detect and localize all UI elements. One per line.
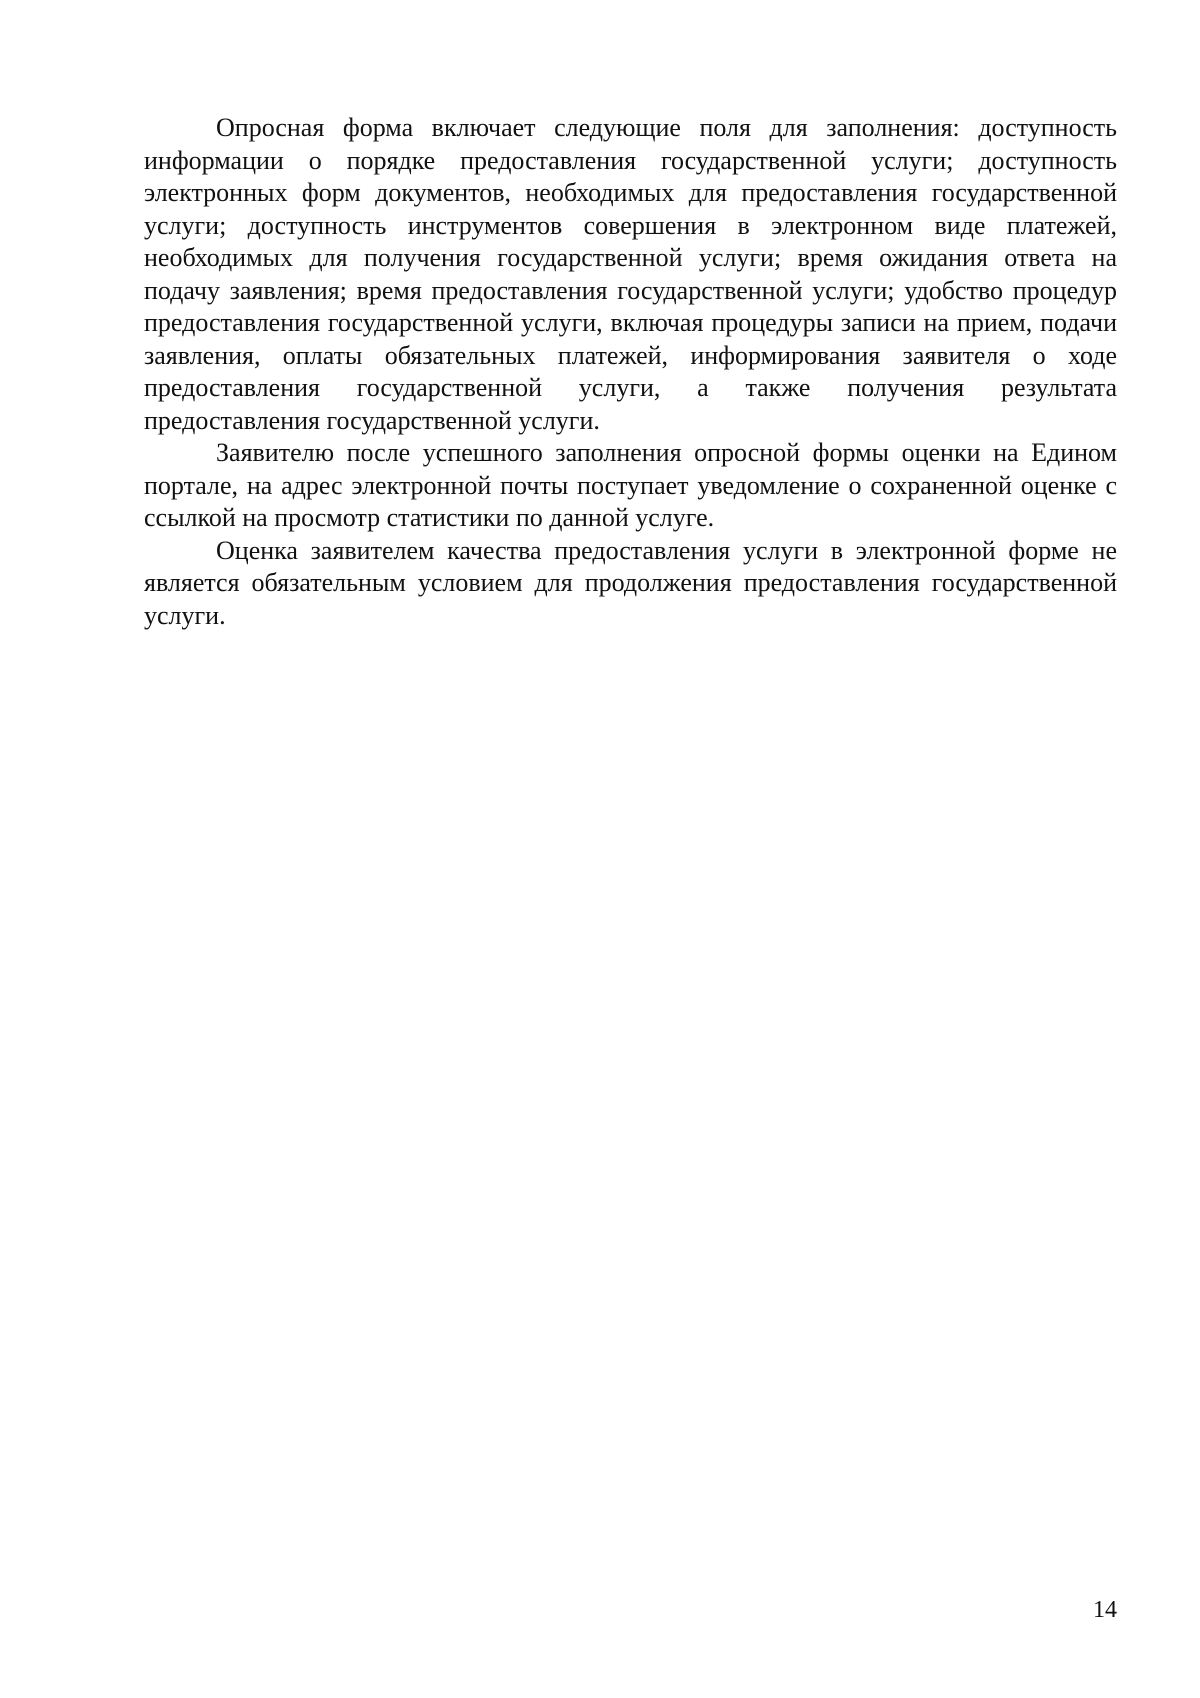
paragraph-survey-fields: Опросная форма включает следующие поля для заполнения: доступность информации о порядке предоставления государственной услуги; доступность электронных форм документов, необходимых для предоставления государственной услуги; доступность инструментов совершения в электронном виде платежей, необходимых для получения государственной услуги; время ожидания ответа на подачу заявления; время предоставления государственной услуги; удобство процедур предоставления государственной услуги, включая процедуры записи на прием, подачи заявления, оплаты обязательных платежей, информирования заявителя о ходе предоставления государственной услуги, а также получения результата предоставления государственной услуги. — [144, 113, 1117, 435]
paragraph-optional-evaluation: Оценка заявителем качества предоставления услуги в электронной форме не является обязательным условием для продолжения предоставления государственной услуги. — [144, 535, 1117, 630]
body-text — [144, 112, 1117, 632]
page-number: 14 — [1093, 1597, 1117, 1623]
paragraph-email-notification: Заявителю после успешного заполнения опросной формы оценки на Едином портале, на адрес электронной почты поступает уведомление о сохраненной оценке с ссылкой на просмотр статистики по данной услуге. — [144, 438, 1117, 532]
